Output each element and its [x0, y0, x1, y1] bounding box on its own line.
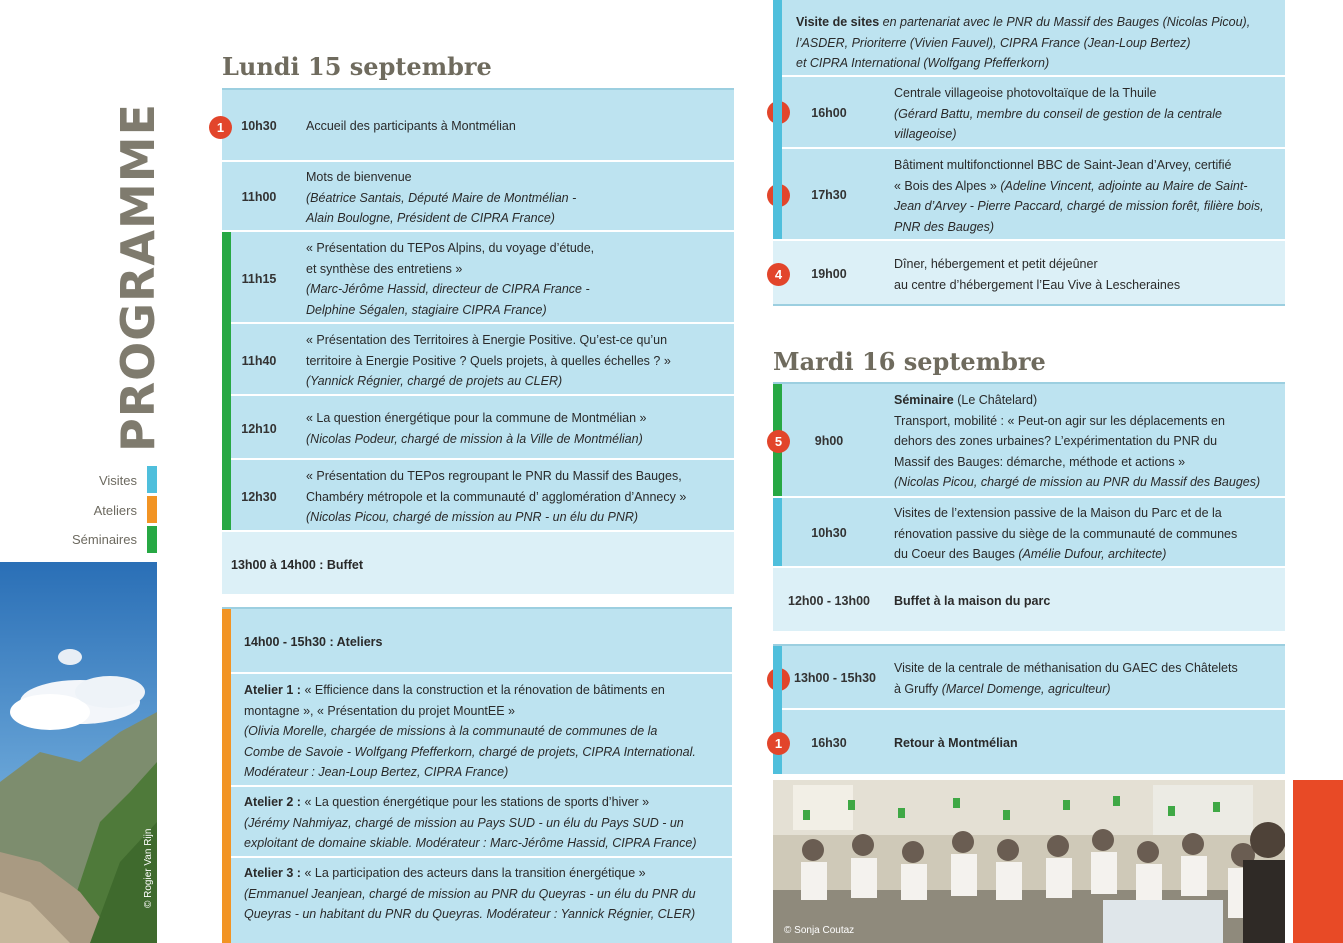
time-label: 16h30 — [811, 736, 847, 750]
event-text: Buffet à la maison du parc — [894, 594, 1051, 608]
location-marker-1: 1 — [767, 732, 790, 755]
divider — [231, 856, 732, 858]
day1-title: Lundi 15 septembre — [222, 52, 492, 81]
time-label: 12h30 — [241, 490, 277, 504]
event-text: Dîner, hébergement et petit déjeûner au centre d’hébergement l’Eau Vive à Lescheraines — [894, 257, 1181, 292]
day2-title: Mardi 16 septembre — [773, 347, 1046, 376]
divider — [773, 304, 1285, 306]
time-label: 10h30 — [241, 119, 277, 133]
legend-swatch-ateliers — [147, 496, 157, 523]
ateliers-header: 14h00 - 15h30 : Ateliers — [244, 635, 383, 649]
event-text: Mots de bienvenue (Béatrice Santais, Député Maire de Montmélian - Alain Boulogne, Président de CIPRA France) — [306, 170, 577, 225]
landscape-photo — [0, 562, 157, 943]
event-text: Accueil des participants à Montmélian — [306, 119, 516, 133]
legend-label-ateliers: Ateliers — [93, 503, 137, 518]
time-label: 19h00 — [811, 267, 847, 281]
visit-bar — [773, 0, 782, 239]
legend-label-visites: Visites — [98, 473, 137, 488]
event-text: « La question énergétique pour la commune de Montmélian » (Nicolas Podeur, chargé de mission à la Ville de Montmélian) — [306, 411, 647, 446]
event-text: « Présentation du TEPos regroupant le PNR du Massif des Bauges, Chambéry métropole et la communauté d’ agglomération d’Annecy » (Nicolas Picou, chargé de mission au PNR - un élu du PNR) — [306, 469, 687, 524]
time-label: 13h00 - 15h30 — [794, 671, 876, 685]
event-text: Séminaire (Le Châtelard) Transport, mobilité : « Peut-on agir sur les déplacements en dehors des zones urbaines? L’expérimentation du PNR du Massif des Bauges: démarche, méthode et actions » (Nicolas Picou, chargé de mission au PNR du Massif des Bauges) — [894, 393, 1261, 489]
divider — [231, 785, 732, 787]
visits-intro: Visite de sites en partenariat avec le PNR du Massif des Bauges (Nicolas Picou), l’ASDER, Prioriterre (Vivien Fauvel), CIPRA France (Jean-Loup Bertez) et CIPRA International (Wolfgang Pfefferkorn) — [796, 15, 1251, 70]
seminar-photo — [773, 780, 1285, 943]
event-text: Centrale villageoise photovoltaïque de la Thuile (Gérard Battu, membre du conseil de gestion de la centrale villageoise) — [894, 86, 1222, 141]
time-label: 12h10 — [241, 422, 277, 436]
time-label: 17h30 — [811, 188, 847, 202]
seminar-bar — [222, 232, 231, 530]
atelier-2: Atelier 2 : « La question énergétique pour les stations de sports d’hiver » (Jérémy Nahmiyaz, chargé de mission au Pays SUD - un élu du Pays SUD - un exploitant de domaine skiable. Modérateur : Marc-Jérôme Hassid, CIPRA France) — [244, 795, 697, 850]
atelier-3: Atelier 3 : « La participation des acteurs dans la transition énergétique » (Emmanuel Jeanjean, chargé de mission au PNR du Queyras - un élu du PNR du Queyras - un habitant du PNR du Queyras. Modérateur : Yannick Régnier, CLER) — [244, 866, 696, 921]
legend-swatch-visites — [147, 466, 157, 493]
photo-credit-left: © Rogier Van Rijn — [143, 828, 154, 908]
legend-swatch-seminaires — [147, 526, 157, 553]
event-text: Visites de l’extension passive de la Maison du Parc et de la rénovation passive du siège de la communauté de communes du Coeur des Bauges (Amélie Dufour, architecte) — [894, 506, 1238, 561]
time-label: 9h00 — [814, 434, 844, 448]
time-label: 10h30 — [811, 526, 847, 540]
location-marker-4: 4 — [767, 263, 790, 286]
divider — [231, 672, 732, 674]
red-accent-block — [1293, 780, 1343, 943]
visit-bar — [773, 498, 782, 566]
location-marker-5: 5 — [767, 430, 790, 453]
event-text: « Présentation des Territoires à Energie Positive. Qu’est-ce qu’un territoire à Energie Positive ? Quels projets, à quelles échelles ? » (Yannick Régnier, chargé de projets au CLER) — [306, 333, 671, 388]
time-label: 12h00 - 13h00 — [788, 594, 870, 608]
programme-title: PROGRAMME — [111, 103, 165, 452]
photo-credit-right: © Sonja Coutaz — [784, 925, 855, 936]
time-label: 11h15 — [241, 272, 277, 286]
event-text: Retour à Montmélian — [894, 736, 1018, 750]
time-label: 11h00 — [241, 190, 277, 204]
atelier-1: Atelier 1 : « Efficience dans la construction et la rénovation de bâtiments en montagne », « Présentation du projet MountEE » (Olivia Morelle, chargée de missions à la communauté de communes de la Combe de Savoie - Wolfgang Pfefferkorn, chargé de projets, CIPRA International. Modérateur : Jean-Loup Bertez, CIPRA France) — [244, 683, 696, 779]
workshop-bar — [222, 609, 231, 943]
time-label: 16h00 — [811, 106, 847, 120]
location-marker-1: 1 — [209, 116, 232, 139]
event-text: Visite de la centrale de méthanisation du GAEC des Châtelets à Gruffy (Marcel Domenge, agriculteur) — [894, 661, 1238, 696]
time-label: 11h40 — [241, 354, 277, 368]
legend-label-seminaires: Séminaires — [71, 532, 137, 547]
event-text: « Présentation du TEPos Alpins, du voyage d’étude, et synthèse des entretiens » (Marc-Jérôme Hassid, directeur de CIPRA France - Delphine Ségalen, stagiaire CIPRA France) — [306, 241, 595, 317]
event-text: Bâtiment multifonctionnel BBC de Saint-Jean d’Arvey, certifié « Bois des Alpes » (Adeline Vincent, adjointe au Maire de Saint- Jean d’Arvey - Pierre Paccard, chargé de mission forêt, filière bois, PNR des Bauges) — [894, 158, 1264, 234]
buffet-text: 13h00 à 14h00 : Buffet — [231, 558, 363, 572]
